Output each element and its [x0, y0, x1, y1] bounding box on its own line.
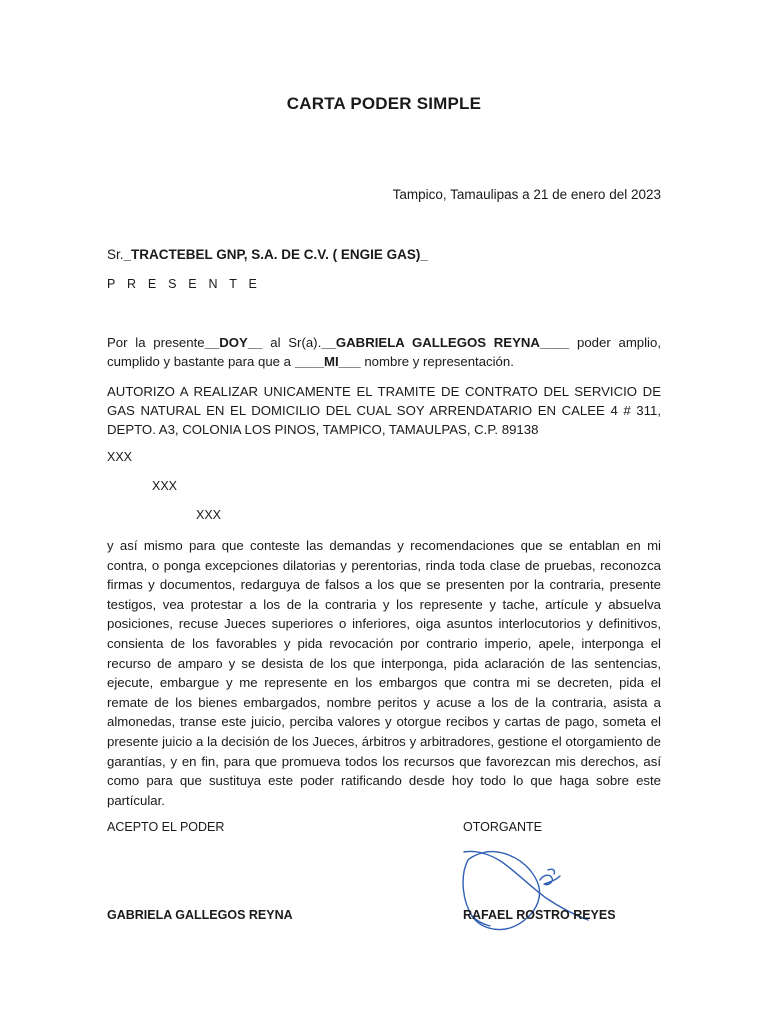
grant-possessive: ____MI___	[294, 354, 361, 369]
grant-text-1: Por la presente	[107, 335, 205, 350]
addressee-name: _TRACTEBEL GNP, S.A. DE C.V. ( ENGIE GAS)_	[123, 247, 428, 262]
grantee-name: __GABRIELA GALLEGOS REYNA____	[321, 335, 570, 350]
grantee-signature-name: GABRIELA GALLEGOS REYNA	[107, 908, 293, 922]
grantor-label: OTORGANTE	[463, 820, 542, 834]
paragraph-grant	[107, 333, 661, 371]
grant-text-3: poder amplio, cumplido y bastante para que a	[107, 335, 661, 369]
grant-text-2: al Sr(a).	[262, 335, 322, 350]
grant-text-4: nombre y representación.	[360, 354, 514, 369]
addressee-prefix: Sr.	[107, 247, 124, 262]
placeholder-2: XXX	[152, 479, 178, 493]
paragraph-authorization: AUTORIZO A REALIZAR UNICAMENTE EL TRAMITE DE CONTRATO DEL SERVICIO DE GAS NATURAL EN EL DOMICILIO DEL CUAL SOY ARRENDATARIO EN CALEE 4 # 311, DEPTO. A3, COLONIA LOS PINOS, TAMPICO, TAMAULPAS, C.P. 89138	[107, 384, 661, 437]
addressee-line	[107, 247, 428, 262]
handwritten-signature	[456, 840, 596, 940]
grantor-signature-name: RAFAEL ROSTRO REYES	[463, 908, 616, 922]
salutation: P R E S E N T E	[107, 277, 262, 291]
grant-verb: __DOY__	[204, 335, 263, 350]
date-line: Tampico, Tamaulipas a 21 de enero del 2023	[392, 187, 661, 202]
placeholder-3: XXX	[196, 508, 222, 522]
paragraph-powers: y así mismo para que conteste las demandas y recomendaciones que se entablan en mi contra, o ponga excepciones dilatorias y perentorias, rinda toda clase de pruebas, reconozca firmas y documentos, redarguya de falsos a los que se presenten por la contraria, presente testigos, vea protestar a los de la contraria y los represente y tache, artícule y absuelva posiciones, recuse Jueces superiores o inferiores, oiga asuntos interlocutorios y definitivos, consienta de los favorables y pida revocación por contrario imperio, apele, interponga el recurso de amparo y se desista de los que interponga, pida aclaración de las sentencias, ejecute, embargue y me represente en los embargos que contra mi se decreten, pida el remate de los bienes embargados, nombre peritos y acuse a los de la contraria, asista a almonedas, transe este juicio, perciba valores y otorgue recibos y cartas de pago, someta el presente juicio a la decisión de los Jueces, árbitros y arbitradores, gestione el otorgamiento de garantías, y en fin, para que promueva todos los recursos que favorezcan mis derechos, así como para que sustituya este poder ratificando desde hoy todo lo que haga sobre este partícular.	[107, 538, 661, 808]
document-title: CARTA PODER SIMPLE	[286, 94, 482, 113]
accept-label: ACEPTO EL PODER	[107, 820, 225, 834]
placeholder-1: XXX	[107, 450, 133, 464]
